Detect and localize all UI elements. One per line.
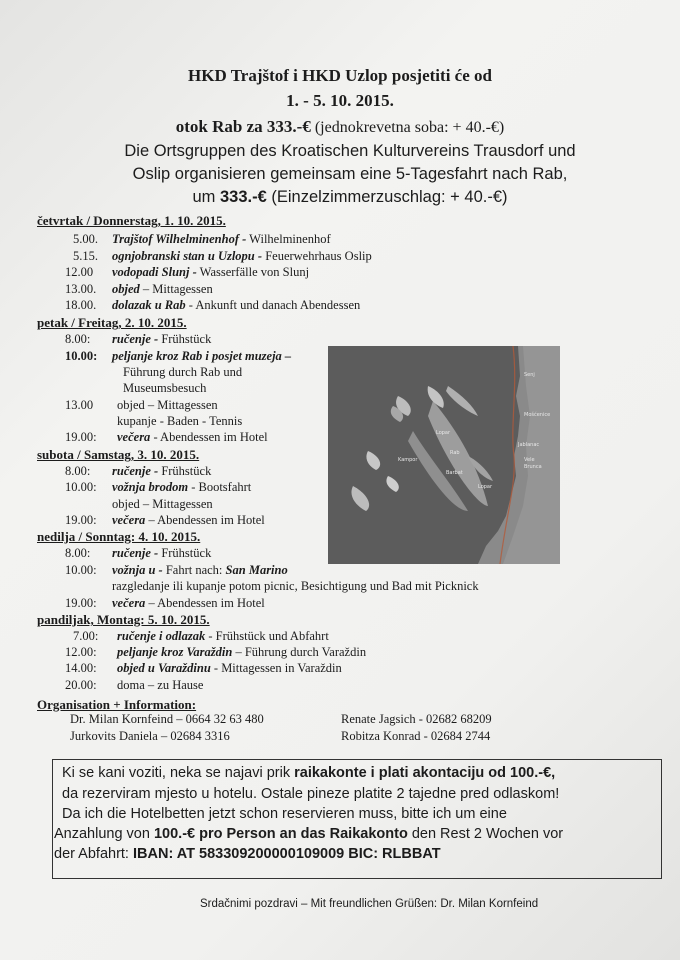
map-label: Brunca: [524, 464, 542, 470]
schedule-item: [112, 298, 360, 313]
german-intro-line-3: [20, 186, 680, 209]
time: 19.00:: [65, 430, 97, 444]
map-label: Jablanac: [518, 442, 540, 448]
hr-text: ručenje -: [112, 332, 159, 346]
schedule-item: [112, 249, 372, 264]
hr-text: ručenje -: [112, 546, 159, 560]
de-text: – Abendessen im Hotel: [145, 513, 265, 527]
time: 10.00:: [65, 349, 98, 363]
de-text: – Abendessen im Hotel: [145, 596, 265, 610]
price-bold: otok Rab za 333.-€: [175, 117, 311, 136]
time: 10.00:: [65, 480, 97, 494]
time: 5.15.: [73, 249, 98, 263]
map-label: Senj: [524, 372, 535, 378]
day-title-1: četvrtak / Donnerstag, 1. 10. 2015.: [37, 213, 226, 228]
schedule-item: objed – Mittagessen: [117, 398, 218, 412]
hr-text: vožnja u -: [112, 563, 163, 577]
de-text: Frühstück: [158, 464, 212, 478]
schedule-item: [112, 282, 213, 297]
de-um: um: [192, 188, 220, 206]
hr-text: ognjobranski stan u Uzlopu -: [112, 249, 263, 263]
schedule-item-cont: Museumsbesuch: [123, 381, 207, 395]
de-text: – Führung durch Varaždin: [232, 645, 367, 659]
title-line-1: HKD Trajštof i HKD Uzlop posjetiti će od: [188, 66, 492, 85]
time: 7.00:: [73, 629, 99, 643]
time: 10.00:: [65, 563, 97, 577]
schedule-item-cont: razgledanje ili kupanje potom picnic, Besichtigung und Bad mit Picknick: [112, 579, 479, 593]
hr-text: Trajštof Wilhelminenhof -: [112, 232, 247, 246]
schedule-item: [112, 480, 251, 495]
de-text: Fahrt nach:: [162, 563, 226, 577]
time: 13.00.: [65, 282, 97, 296]
schedule-item: [112, 332, 211, 347]
time: 8.00:: [65, 464, 91, 478]
schedule-item: [112, 546, 211, 561]
german-intro-line-2: Oslip organisieren gemeinsam eine 5-Tagesfahrt nach Rab,: [132, 165, 568, 183]
schedule-item: doma – zu Hause: [117, 678, 204, 692]
time: 19.00:: [65, 596, 97, 610]
day-title-3: subota / Samstag, 3. 10. 2015.: [37, 447, 200, 462]
schedule-item: [112, 513, 265, 528]
time: 14.00:: [65, 661, 97, 675]
contact: Jurkovits Daniela – 02684 3316: [70, 729, 230, 743]
de-text: - Abendessen im Hotel: [150, 430, 268, 444]
time: 13.00: [65, 398, 94, 412]
hr-text: ručenje -: [112, 464, 159, 478]
de-text: – Mittagessen: [139, 282, 213, 296]
map-label: Rab: [450, 450, 460, 456]
time: 20.00:: [65, 678, 97, 692]
schedule-item: [117, 661, 342, 676]
schedule-item-cont: kupanje - Baden - Tennis: [117, 414, 243, 428]
schedule-item-cont: objed – Mittagessen: [112, 497, 213, 511]
map-label: Kampor: [398, 457, 418, 463]
schedule-item: [112, 349, 291, 364]
notice-line-2: da rezerviram mjesto u hotelu. Ostale pineze platite 2 tajedne pred odlaskom!: [62, 786, 560, 802]
organisation-title: Organisation + Information:: [37, 697, 197, 712]
de-text: - Bootsfahrt: [188, 480, 252, 494]
map-label: Vele: [524, 457, 535, 463]
day-title-4: nedilja / Sonntag: 4. 10. 2015.: [37, 529, 201, 544]
hr-text: večera: [117, 430, 151, 444]
time: 8.00:: [65, 332, 91, 346]
time: 5.00.: [73, 232, 98, 246]
de-text: Wasserfälle von Slunj: [196, 265, 310, 279]
notice-line-5: der Abfahrt: IBAN: AT 583309200000109009 BIC: RLBBAT: [54, 846, 441, 862]
map-label: Lopar: [478, 484, 493, 490]
map-label: Mošćenice: [524, 412, 551, 418]
time: 18.00.: [65, 298, 97, 312]
hr-text: San Marino: [225, 563, 288, 577]
de-text: - Ankunft und danach Abendessen: [185, 298, 361, 312]
schedule-item: [112, 232, 331, 247]
de-text: Wilhelminenhof: [246, 232, 331, 246]
title-dates: 1. - 5. 10. 2015.: [286, 91, 394, 110]
de-supplement: (Einzelzimmerzuschlag: + 40.-€): [266, 188, 508, 206]
hr-text: objed u Varaždinu: [117, 661, 211, 675]
hr-text: peljanje kroz Rab i posjet muzeja –: [112, 349, 292, 363]
time: 12.00:: [65, 645, 97, 659]
de-text: - Frühstück und Abfahrt: [205, 629, 329, 643]
map-label: Barbat: [446, 470, 463, 476]
hr-text: vodopadi Slunj -: [112, 265, 197, 279]
notice-line-4: Anzahlung von 100.-€ pro Person an das Raikakonto den Rest 2 Wochen vor: [54, 826, 564, 842]
price-single-room: (jednokrevetna soba: + 40.-€): [310, 119, 505, 136]
hr-text: ručenje i odlazak: [117, 629, 206, 643]
hr-text: dolazak u Rab: [112, 298, 186, 312]
contact: Renate Jagsich - 02682 68209: [341, 712, 492, 726]
title-price: [0, 117, 680, 137]
hr-text: večera: [112, 596, 146, 610]
hr-text: večera: [112, 513, 146, 527]
day-title-2: petak / Freitag, 2. 10. 2015.: [37, 315, 187, 330]
schedule-item: [112, 563, 288, 578]
schedule-item: [112, 464, 211, 479]
time: 8.00:: [65, 546, 91, 560]
german-intro-line-1: Die Ortsgruppen des Kroatischen Kulturvereins Trausdorf und: [124, 142, 576, 160]
schedule-item: [117, 629, 329, 644]
hr-text: peljanje kroz Varaždin: [117, 645, 233, 659]
de-text: Frühstück: [158, 546, 212, 560]
contact: Dr. Milan Kornfeind – 0664 32 63 480: [70, 712, 264, 726]
de-price-bold: 333.-€: [220, 188, 267, 206]
hr-text: vožnja brodom: [112, 480, 189, 494]
schedule-item: [117, 430, 268, 445]
schedule-item: [117, 645, 366, 660]
contact: Robitza Konrad - 02684 2744: [341, 729, 491, 743]
notice-line-1: Ki se kani voziti, neka se najavi prik raikakonte i plati akontaciju od 100.-€,: [62, 765, 556, 781]
hr-text: objed: [112, 282, 140, 296]
notice-line-3: Da ich die Hotelbetten jetzt schon reservieren muss, bitte ich um eine: [62, 806, 507, 822]
closing-signature: Srdačnimi pozdravi – Mit freundlichen Grüßen: Dr. Milan Kornfeind: [200, 898, 539, 910]
time: 19.00:: [65, 513, 97, 527]
map-label: Lopar: [436, 430, 451, 436]
schedule-item-cont: Führung durch Rab und: [123, 365, 243, 379]
day-title-5: pandiljak, Montag: 5. 10. 2015.: [37, 612, 210, 627]
de-text: - Mittagessen in Varaždin: [210, 661, 342, 675]
schedule-item: [112, 265, 309, 280]
map-image: [328, 346, 560, 564]
schedule-item: [112, 596, 265, 611]
de-text: Frühstück: [158, 332, 212, 346]
time: 12.00: [65, 265, 94, 279]
de-text: Feuerwehrhaus Oslip: [262, 249, 372, 263]
